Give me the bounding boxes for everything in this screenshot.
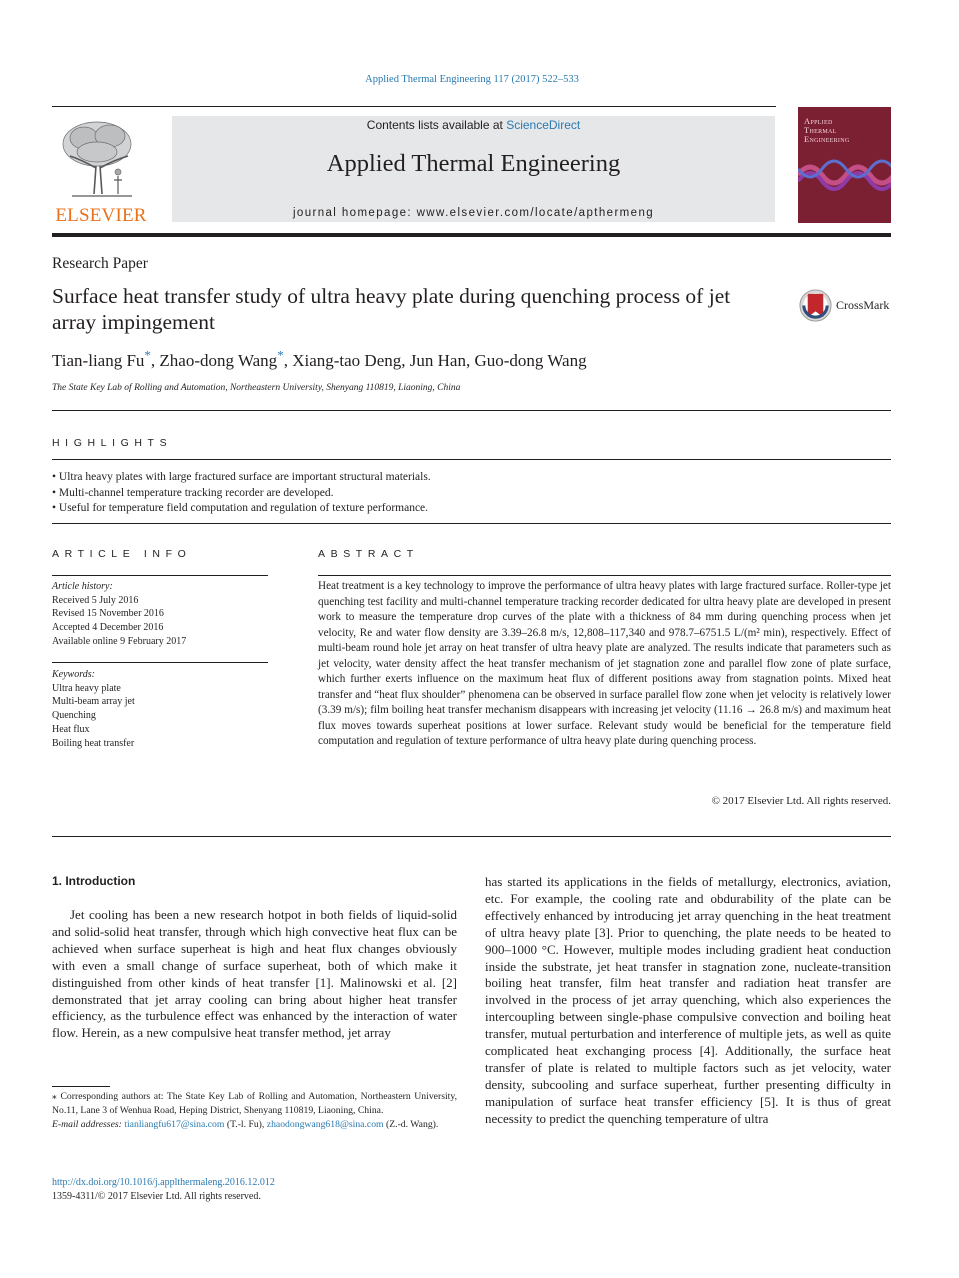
contents-line [172, 118, 775, 132]
divider [52, 662, 268, 663]
journal-reference-link[interactable]: Applied Thermal Engineering 117 (2017) 522–533 [365, 74, 579, 85]
section-heading: 1. Introduction [52, 874, 136, 888]
body-paragraph: Jet cooling has been a new research hotpot in both fields of liquid-solid and solid-solid heat transfer, through which high convective heat flux can be achieved when surface superheat is high and heat flux changes obviously with even a small change of surface superheat, both of which make it distinguished from other kinds of heat transfer [1]. Malinowski et al. [2] demonstrated that jet array cooling can bring about higher heat transfer efficiency, as the turbulence effect was enhanced by the interaction of water flow. Herein, as a new compulsive heat transfer method, jet array [52, 907, 457, 1041]
divider [52, 836, 891, 837]
corresponding-footnote: ⁎ Corresponding authors at: The State Key Lab of Rolling and Automation, Northeastern University, No.11, Lane 3 of Wenhua Road, Heping District, Shenyang 110819, Liaoning, China. [52, 1091, 457, 1116]
header-rule [52, 106, 776, 107]
history-item: Revised 15 November 2016 [52, 608, 164, 620]
crossmark-icon[interactable] [798, 288, 833, 323]
journal-cover-thumbnail[interactable] [798, 107, 891, 223]
author-name[interactable]: Xiang-tao Deng [292, 351, 402, 370]
article-history [52, 580, 268, 649]
cover-artwork [798, 155, 891, 195]
corresponding-author-mark[interactable]: * [277, 347, 284, 363]
keyword-item: Ultra heavy plate [52, 682, 121, 694]
issn-line: 1359-4311/© 2017 Elsevier Ltd. All rights reserved. [52, 1191, 261, 1202]
highlights-heading: HIGHLIGHTS [52, 437, 173, 449]
keywords-label: Keywords: [52, 669, 95, 680]
body-left-column [52, 907, 457, 1042]
footnote-rule [52, 1086, 110, 1087]
abstract-copyright: © 2017 Elsevier Ltd. All rights reserved. [711, 795, 891, 807]
highlight-item: • Multi-channel temperature tracking recorder are developed. [52, 486, 334, 499]
body-right-column [485, 874, 891, 1128]
journal-homepage-link[interactable]: journal homepage: www.elsevier.com/locate/apthermeng [292, 207, 655, 219]
highlight-item: • Useful for temperature field computation and regulation of texture performance. [52, 502, 429, 514]
author-name[interactable]: Jun Han [409, 351, 466, 370]
author-name[interactable]: Zhao-dong Wang [159, 351, 278, 370]
doi-link[interactable]: http://dx.doi.org/10.1016/j.applthermaleng.2016.12.012 [52, 1177, 275, 1188]
divider [52, 459, 891, 460]
keyword-item: Heat flux [52, 723, 90, 735]
abstract-text: Heat treatment is a key technology to improve the performance of ultra heavy plates with large fractured surface. Roller-type jet quenching test facility and multi-channel temperature tracking recorder dedicated for ultra heavy plate are developed in present work to measure the temperature drop curves of the plate with a thickness of 84 mm during quenching process when jet velocity, Re and water flow density are 3.39–26.8 m/s, 12,808–117,340 and 978.7–6751.5 L/(m² min), respectively. Effect of multi-beam round hole jet array on heat transfer of ultra heavy plate are analyzed. The results indicate that parameters such as jet velocity, water density affect the heat transfer mechanism of jet stagnation zone and parallel flow zone of plate surface, which further exerts influence on the maximum heat flux of different positions away from stagnation points. Mixed heat transfer and “heat flux shoulder” phenomena can be observed in surface parallel flow zone when jet velocity is relatively lower (3.39 m/s); film boiling heat transfer mechanism disappears with increasing jet velocity (11.16 → 26.8 m/s) and maximum heat flux moves towards superheat positions at lower surface. Relevant study would be beneficial for the temperature field computation and regulation of texture performance of ultra heavy plate during quenching process. [318, 580, 892, 747]
divider [52, 523, 891, 524]
history-label: Article history: [52, 581, 113, 592]
highlight-item: • Ultra heavy plates with large fractured surface are important structural materials. [52, 471, 431, 483]
email-footnote: E-mail addresses: tianliangfu617@sina.com (T.-l. Fu), zhaodongwang618@sina.com (Z.-d. Wang). [52, 1119, 439, 1130]
sciencedirect-link[interactable]: ScienceDirect [506, 118, 581, 132]
article-info-heading: ARTICLE INFO [52, 548, 192, 560]
elsevier-wordmark: ELSEVIER [55, 205, 147, 226]
history-item: Available online 9 February 2017 [52, 635, 187, 647]
author-name[interactable]: Guo-dong Wang [474, 351, 587, 370]
keywords [52, 668, 268, 750]
body-paragraph: has started its applications in the fields of metallurgy, electronics, aviation, etc. For example, the cooling rate and obdurability of the plate can be effectively enhanced by introducing jet array quenching in the heat treatment of ultra heavy plate [3]. Prior to quenching, the plate needs to be heated to 900–1000 °C. However, multiple modes including gradient heat conduction inside the substrate, jet heat transfer in stagnation zone, nucleate-transition boiling heat transfer, film heat transfer and radiation heat transfer are involved in the process of jet array quenching, which also experiences the intercoupling between single-phase compulsive convection and boiling heat transfer, mutual perturbation and interference of multiple jets, as well as quite complicated heat exchanging process [4]. Additionally, the surface heat transfer of plate is related to multiple factors such as jet velocity, water density, subcooling and surface superheat, further presenting difficulty in manipulation of surface heat transfer efficiency [5]. It is thus of great necessity to predict the quenching temperature of ultra [485, 874, 891, 1126]
journal-title: Applied Thermal Engineering [326, 150, 621, 177]
author-name[interactable]: Tian-liang Fu [52, 351, 145, 370]
abstract-heading: ABSTRACT [318, 548, 419, 560]
footnote [52, 1090, 457, 1132]
keyword-item: Boiling heat transfer [52, 737, 135, 749]
keyword-item: Quenching [52, 710, 96, 722]
article-type: Research Paper [52, 255, 148, 272]
divider [52, 410, 891, 411]
email-label: E-mail addresses: [52, 1119, 122, 1130]
email-link[interactable]: tianliangfu617@sina.com [124, 1119, 225, 1130]
divider [318, 575, 891, 576]
email-link[interactable]: zhaodongwang618@sina.com [266, 1119, 384, 1130]
contents-prefix: Contents lists available at [366, 118, 507, 132]
header-thick-rule [52, 233, 891, 237]
highlights-list [52, 470, 891, 517]
corresponding-author-mark[interactable]: * [144, 347, 151, 363]
crossmark-label[interactable]: CrossMark [836, 298, 890, 312]
affiliation: The State Key Lab of Rolling and Automation, Northeastern University, Shenyang 110819, Liaoning, China [52, 383, 461, 393]
author-list: Tian-liang Fu*, Zhao-dong Wang*, Xiang-tao Deng, Jun Han, Guo-dong Wang [52, 347, 587, 370]
keyword-item: Multi-beam array jet [52, 696, 135, 708]
cover-title: Applied Thermal Engineering [804, 116, 850, 144]
history-item: Received 5 July 2016 [52, 594, 139, 606]
divider [52, 575, 268, 576]
article-title: Surface heat transfer study of ultra heavy plate during quenching process of jet array impingement [52, 284, 731, 334]
history-item: Accepted 4 December 2016 [52, 622, 164, 634]
